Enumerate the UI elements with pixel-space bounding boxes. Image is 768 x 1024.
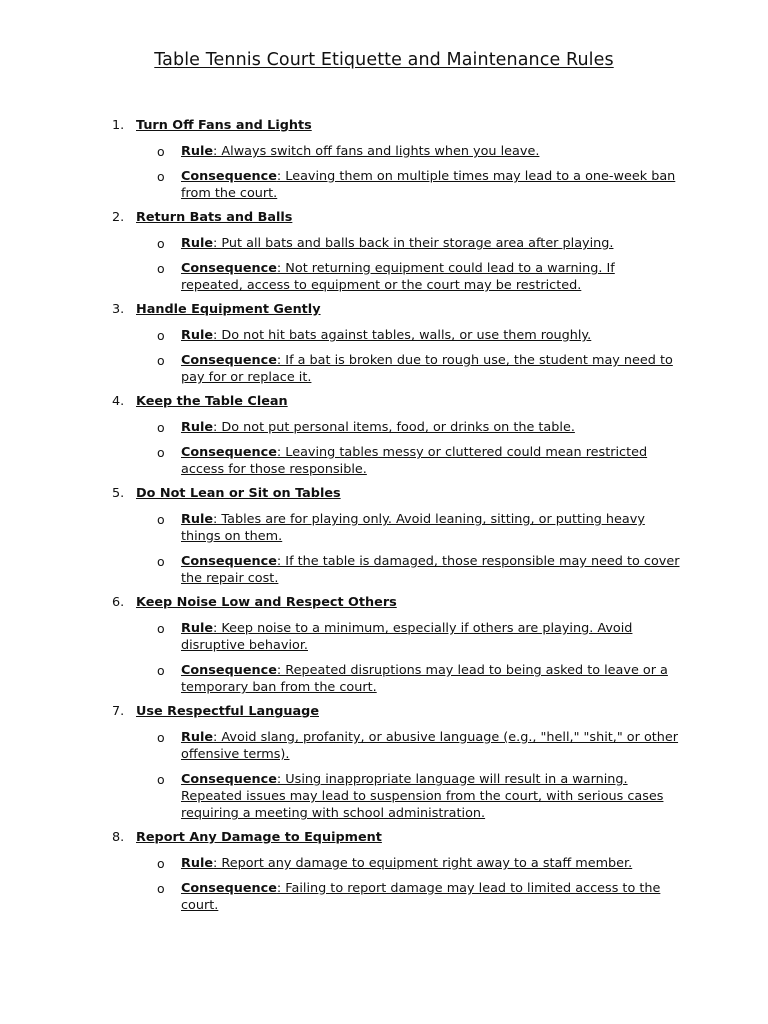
rule-item [0, 208, 768, 294]
consequence-label: Consequence [181, 261, 277, 276]
rule-heading [0, 392, 768, 411]
rule-item [0, 702, 768, 822]
rule-number: 6. [112, 595, 125, 610]
rule-label: Rule [181, 621, 214, 636]
rule-text: : Avoid slang, profanity, or abusive language (e.g., "hell," "shit," or other offensive terms). [181, 730, 679, 762]
rule-item [0, 300, 768, 386]
consequence-text: : Not returning equipment could lead to a warning. If repeated, access to equipment or the court may be restricted. [181, 261, 615, 293]
bullet-icon: o [157, 420, 165, 435]
rule-line [0, 419, 768, 436]
rule-line [0, 235, 768, 252]
bullet-icon: o [157, 621, 165, 636]
consequence-label: Consequence [181, 169, 277, 184]
rule-line [0, 620, 768, 654]
rule-title: Keep Noise Low and Respect Others [136, 595, 397, 610]
consequence-line [0, 444, 768, 478]
rule-title: Turn Off Fans and Lights [136, 118, 312, 133]
rule-label: Rule [181, 512, 214, 527]
consequence-label: Consequence [181, 881, 277, 896]
rule-title: Report Any Damage to Equipment [136, 830, 382, 845]
rule-number: 1. [112, 118, 125, 133]
consequence-text: : Failing to report damage may lead to limited access to the court. [181, 881, 661, 913]
rule-text: : Do not put personal items, food, or drinks on the table. [213, 420, 575, 435]
consequence-line [0, 771, 768, 822]
consequence-text: : Leaving them on multiple times may lead to a one-week ban from the court. [181, 169, 676, 201]
rule-label: Rule [181, 420, 214, 435]
rule-item [0, 392, 768, 478]
rule-heading [0, 484, 768, 503]
bullet-icon: o [157, 730, 165, 745]
bullet-icon: o [157, 512, 165, 527]
rule-line [0, 729, 768, 763]
consequence-line [0, 260, 768, 294]
rule-number: 5. [112, 486, 125, 501]
rule-number: 3. [112, 302, 125, 317]
rule-heading [0, 593, 768, 612]
bullet-icon: o [157, 353, 165, 368]
consequence-label: Consequence [181, 663, 277, 678]
consequence-label: Consequence [181, 353, 277, 368]
rule-number: 8. [112, 830, 125, 845]
consequence-label: Consequence [181, 772, 277, 787]
rule-label: Rule [181, 328, 214, 343]
bullet-icon: o [157, 169, 165, 184]
rule-line [0, 511, 768, 545]
rule-item [0, 593, 768, 696]
rule-heading [0, 300, 768, 319]
rule-title: Do Not Lean or Sit on Tables [136, 486, 341, 501]
rule-label: Rule [181, 236, 214, 251]
bullet-icon: o [157, 856, 165, 871]
rule-item [0, 484, 768, 587]
consequence-text: : Using inappropriate language will result in a warning. Repeated issues may lead to suspension from the court, with serious cases requiring a meeting with school administration. [181, 772, 664, 821]
bullet-icon: o [157, 445, 165, 460]
rule-text: : Do not hit bats against tables, walls, or use them roughly. [213, 328, 592, 343]
bullet-icon: o [157, 236, 165, 251]
rule-text: : Tables are for playing only. Avoid leaning, sitting, or putting heavy things on them. [181, 512, 645, 544]
consequence-line [0, 352, 768, 386]
rule-label: Rule [181, 856, 214, 871]
rule-text: : Put all bats and balls back in their storage area after playing. [213, 236, 614, 251]
consequence-line [0, 168, 768, 202]
document-title: Table Tennis Court Etiquette and Maintenance Rules [154, 50, 614, 70]
consequence-text: : Leaving tables messy or cluttered could mean restricted access for those responsible. [181, 445, 648, 477]
rule-title: Return Bats and Balls [136, 210, 293, 225]
rule-line [0, 855, 768, 872]
consequence-line [0, 553, 768, 587]
rule-title: Handle Equipment Gently [136, 302, 321, 317]
bullet-icon: o [157, 772, 165, 787]
bullet-icon: o [157, 144, 165, 159]
bullet-icon: o [157, 554, 165, 569]
consequence-text: : If a bat is broken due to rough use, the student may need to pay for or replace it. [181, 353, 673, 385]
rule-text: : Keep noise to a minimum, especially if others are playing. Avoid disruptive behavior. [181, 621, 633, 653]
consequence-text: : Repeated disruptions may lead to being asked to leave or a temporary ban from the court. [181, 663, 668, 695]
rule-number: 4. [112, 394, 125, 409]
bullet-icon: o [157, 328, 165, 343]
rule-text: : Always switch off fans and lights when you leave. [213, 144, 540, 159]
consequence-label: Consequence [181, 445, 277, 460]
rule-text: : Report any damage to equipment right away to a staff member. [213, 856, 633, 871]
rule-line [0, 143, 768, 160]
rule-heading [0, 828, 768, 847]
rule-heading [0, 702, 768, 721]
rule-item [0, 116, 768, 202]
consequence-label: Consequence [181, 554, 277, 569]
bullet-icon: o [157, 881, 165, 896]
rules-list [0, 116, 768, 920]
bullet-icon: o [157, 663, 165, 678]
rule-label: Rule [181, 730, 214, 745]
rule-number: 7. [112, 704, 125, 719]
rule-heading [0, 116, 768, 135]
bullet-icon: o [157, 261, 165, 276]
consequence-text: : If the table is damaged, those responsible may need to cover the repair cost. [181, 554, 680, 586]
rule-label: Rule [181, 144, 214, 159]
consequence-line [0, 662, 768, 696]
rule-heading [0, 208, 768, 227]
rule-line [0, 327, 768, 344]
consequence-line [0, 880, 768, 914]
rule-title: Keep the Table Clean [136, 394, 288, 409]
rule-title: Use Respectful Language [136, 704, 319, 719]
rule-item [0, 828, 768, 914]
rule-number: 2. [112, 210, 125, 225]
